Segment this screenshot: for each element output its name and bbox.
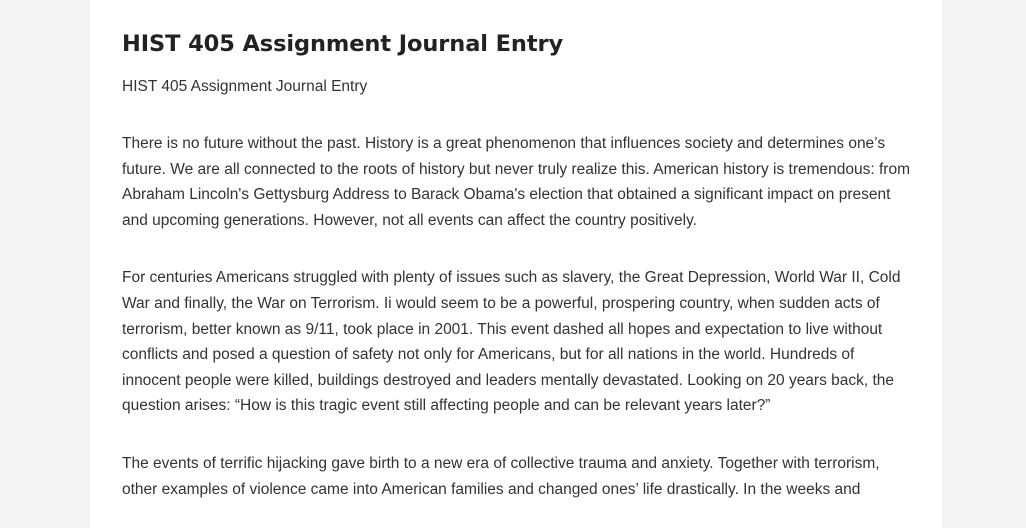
paragraph-2: For centuries Americans struggled with plenty of issues such as slavery, the Great Depression, World War II, Cold War and finally, the War on Terrorism. Ii would seem to be a powerful, prospering country, when sudden acts of terrorism, better known as 9/11, took place in 2001. This event dashed all hopes and expectation to live without conflicts and posed a question of safety not only for Americans, but for all nations in the world. Hundreds of innocent people were killed, buildings destroyed and leaders mentally devastated. Looking on 20 years back, the question arises: “How is this tragic event still affecting people and can be relevant years later?” [122, 269, 901, 415]
article-subtitle: HIST 405 Assignment Journal Entry [122, 78, 368, 95]
paragraph-3: The events of terrific hijacking gave birth to a new era of collective trauma and anxiety. Together with terrorism, other examples of violence came into American families and changed ones’ life drastically. In the weeks and [122, 454, 880, 498]
page-title: HIST 405 Assignment Journal Entry [122, 31, 564, 57]
article-content [122, 27, 912, 502]
document-page [90, 0, 942, 528]
paragraph-1: There is no future without the past. History is a great phenomenon that influences society and determines one’s future. We are all connected to the roots of history but never truly realize this. American history is tremendous: from Abraham Lincoln's Gettysburg Address to Barack Obama's election that obtained a significant impact on present and upcoming generations. However, not all events can affect the country positively. [122, 135, 910, 229]
